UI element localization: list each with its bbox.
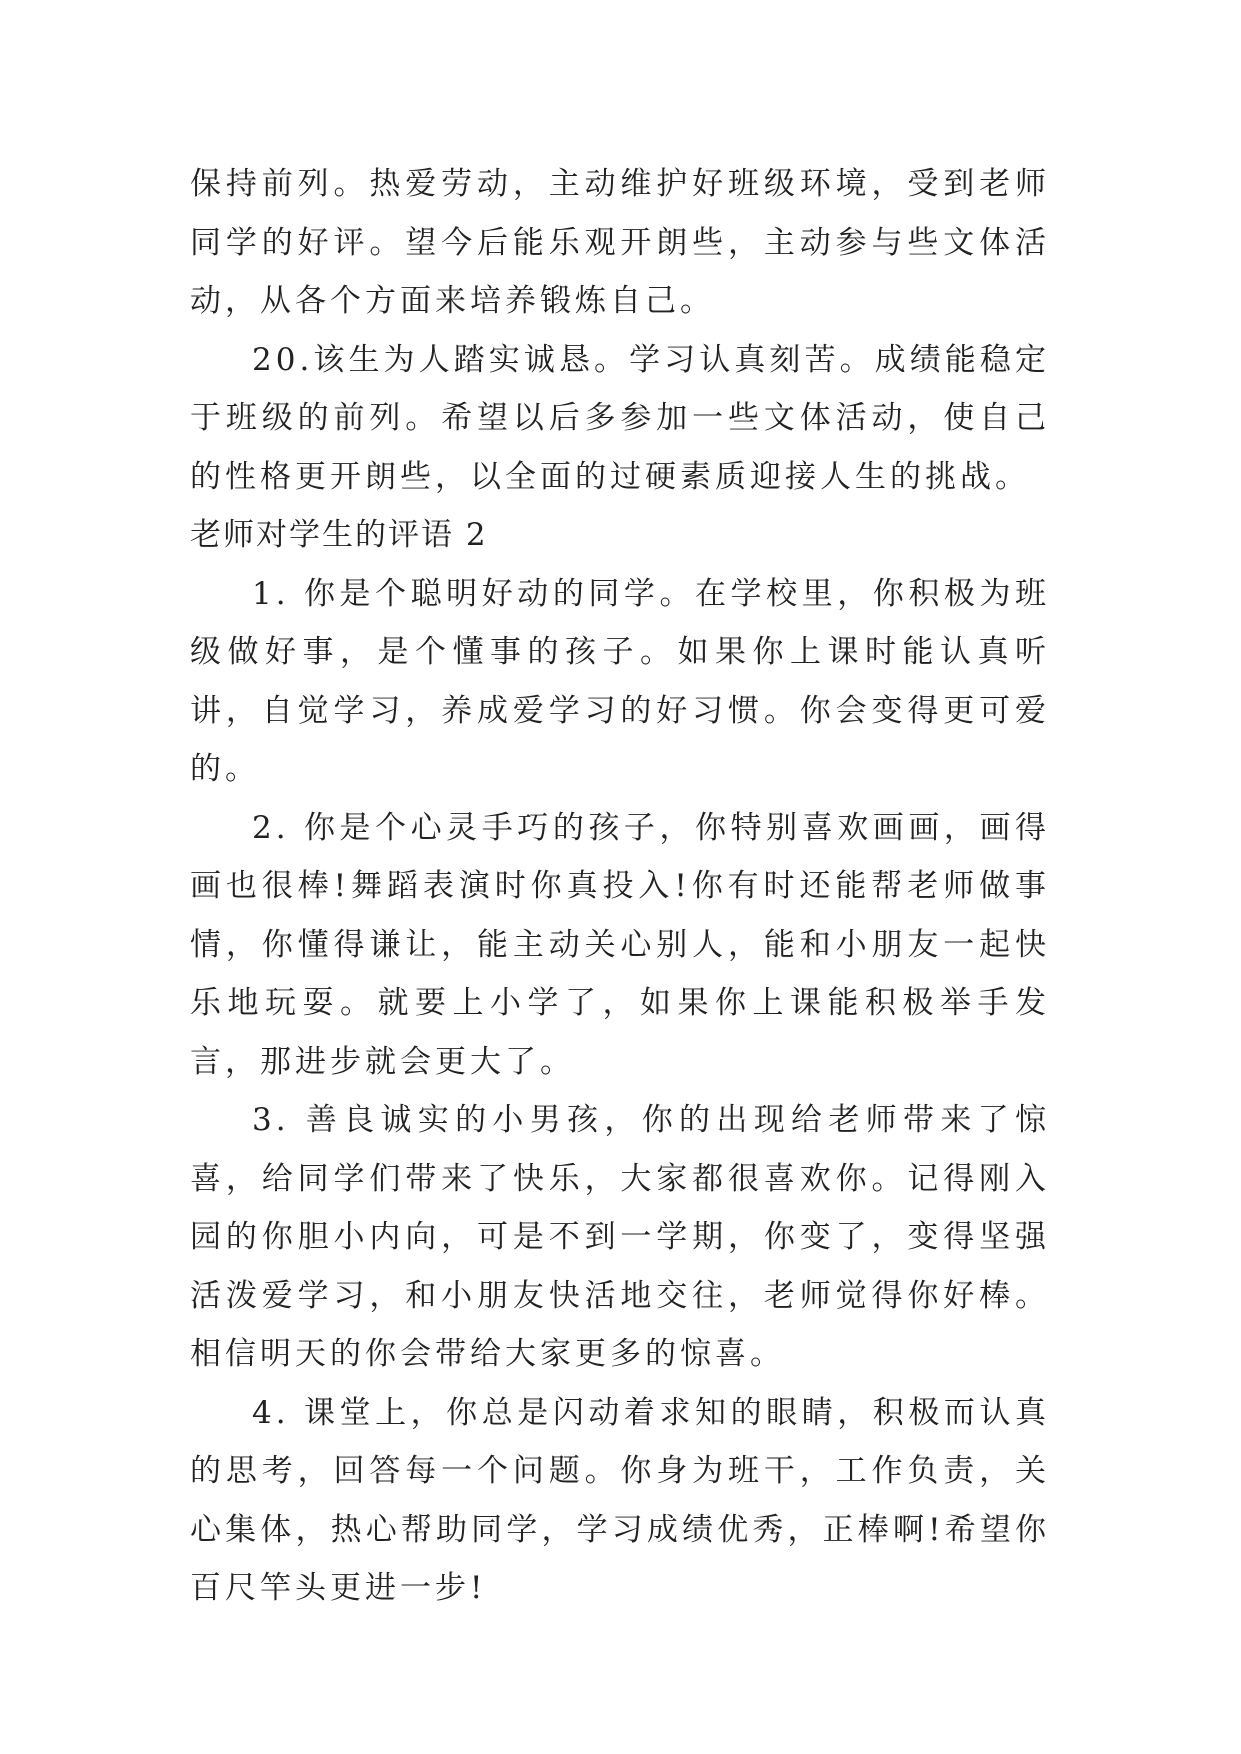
paragraph-item-1: 1. 你是个聪明好动的同学。在学校里，你积极为班级做好事，是个懂事的孩子。如果你上课时能认真听讲，自觉学习，养成爱学习的好习惯。你会变得更可爱的。 [190, 575, 1050, 787]
paragraph-continued: 保持前列。热爱劳动，主动维护好班级环境，受到老师同学的好评。望今后能乐观开朗些，主动参与些文体活动，从各个方面来培养锻炼自己。 [190, 166, 1050, 319]
section-title: 老师对学生的评语 2 [190, 517, 488, 553]
paragraph-item-20: 20.该生为人踏实诚恳。学习认真刻苦。成绩能稳定于班级的前列。希望以后多参加一些文体活动，使自己的性格更开朗些，以全面的过硬素质迎接人生的挑战。 [190, 341, 1050, 495]
paragraph-item-4: 4. 课堂上，你总是闪动着求知的眼睛，积极而认真的思考，回答每一个问题。你身为班干，工作负责，关心集体，热心帮助同学，学习成绩优秀，正棒啊!希望你百尺竿头更进一步! [190, 1394, 1050, 1606]
document-body [190, 155, 1050, 1618]
paragraph-item-2: 2. 你是个心灵手巧的孩子，你特别喜欢画画，画得画也很棒!舞蹈表演时你真投入!你有时还能帮老师做事情，你懂得谦让，能主动关心别人，能和小朋友一起快乐地玩耍。就要上小学了，如果你上课能积极举手发言，那进步就会更大了。 [190, 809, 1050, 1080]
paragraph-item-3: 3. 善良诚实的小男孩，你的出现给老师带来了惊喜，给同学们带来了快乐，大家都很喜欢你。记得刚入园的你胆小内向，可是不到一学期，你变了，变得坚强活泼爱学习，和小朋友快活地交往，老师觉得你好棒。相信明天的你会带给大家更多的惊喜。 [190, 1102, 1050, 1372]
